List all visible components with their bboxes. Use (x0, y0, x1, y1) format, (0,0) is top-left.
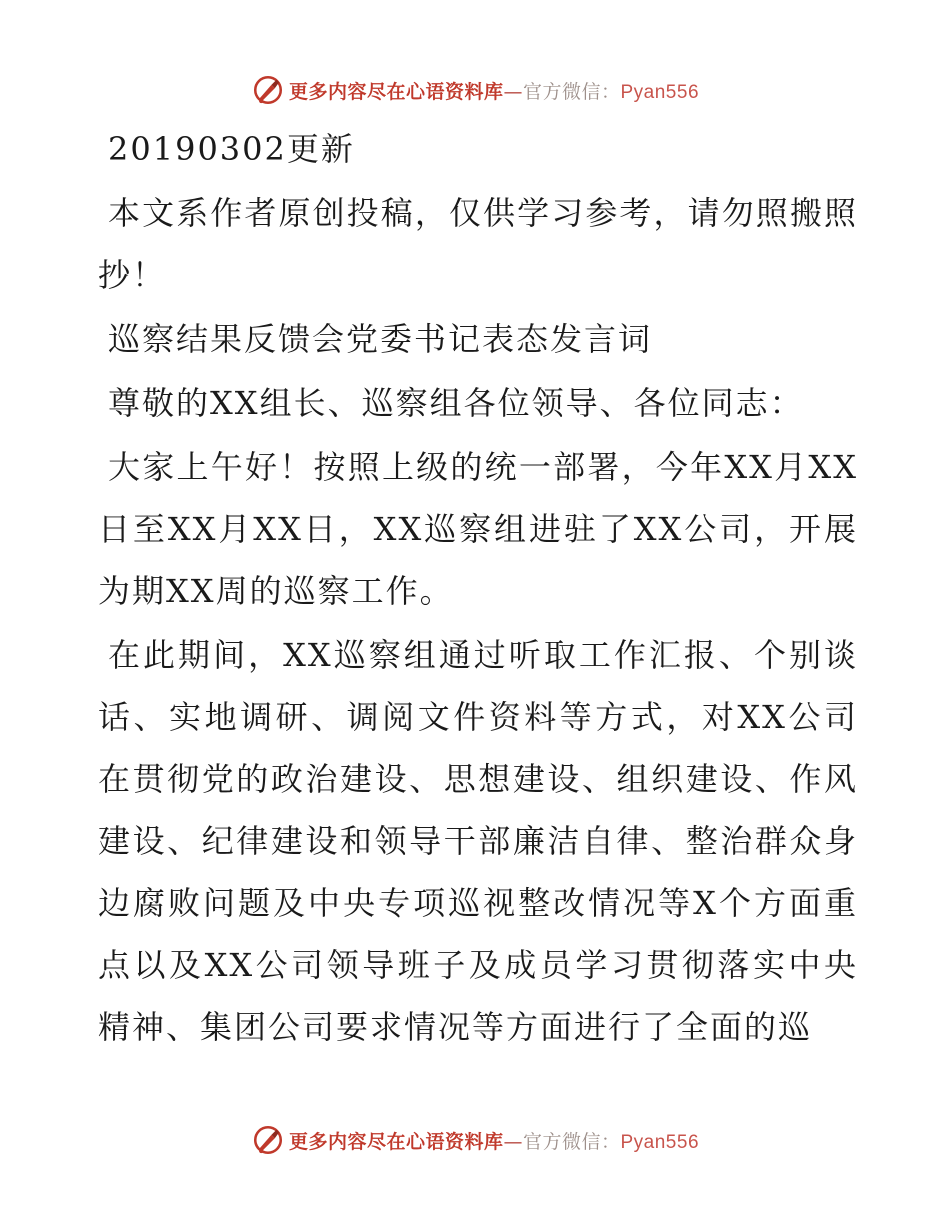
watermark-label: 官方微信： (522, 80, 621, 103)
watermark-dash: — (503, 1130, 523, 1153)
pen-logo-icon (251, 73, 285, 107)
body-paragraph-2: 在此期间，XX巡察组通过听取工作汇报、个别谈话、实地调研、调阅文件资料等方式，对XX公司在贯彻党的政治建设、思想建设、组织建设、作风建设、纪律建设和领导干部廉洁自律、整治群众身边腐败问题及中央专项巡视整改情况等X个方面重点以及XX公司领导班子及成员学习贯彻落实中央精神、集团公司要求情况等方面进行了全面的巡 (98, 636, 858, 1046)
watermark-footer (0, 1120, 950, 1160)
document-body (98, 118, 858, 1058)
watermark-wechat-id: Pyan556 (620, 81, 700, 103)
watermark-header (0, 70, 950, 110)
watermark-text (289, 77, 699, 104)
watermark-brand: 更多内容尽在心语资料库 (288, 1130, 504, 1153)
pen-logo-icon (251, 1123, 285, 1157)
document-title: 巡察结果反馈会党委书记表态发言词 (108, 320, 653, 358)
watermark-wechat-id: Pyan556 (620, 1131, 700, 1153)
watermark-dash: — (503, 80, 523, 103)
salutation: 尊敬的XX组长、巡察组各位领导、各位同志： (108, 384, 804, 422)
copyright-notice: 本文系作者原创投稿，仅供学习参考，请勿照搬照抄！ (98, 194, 858, 294)
watermark-label: 官方微信： (522, 1130, 621, 1153)
watermark-brand: 更多内容尽在心语资料库 (288, 80, 504, 103)
body-paragraph-1: 大家上午好！按照上级的统一部署，今年XX月XX日至XX月XX日，XX巡察组进驻了XX公司，开展为期XX周的巡察工作。 (98, 448, 858, 610)
watermark-text (289, 1127, 699, 1154)
update-date: 20190302更新 (108, 130, 355, 168)
